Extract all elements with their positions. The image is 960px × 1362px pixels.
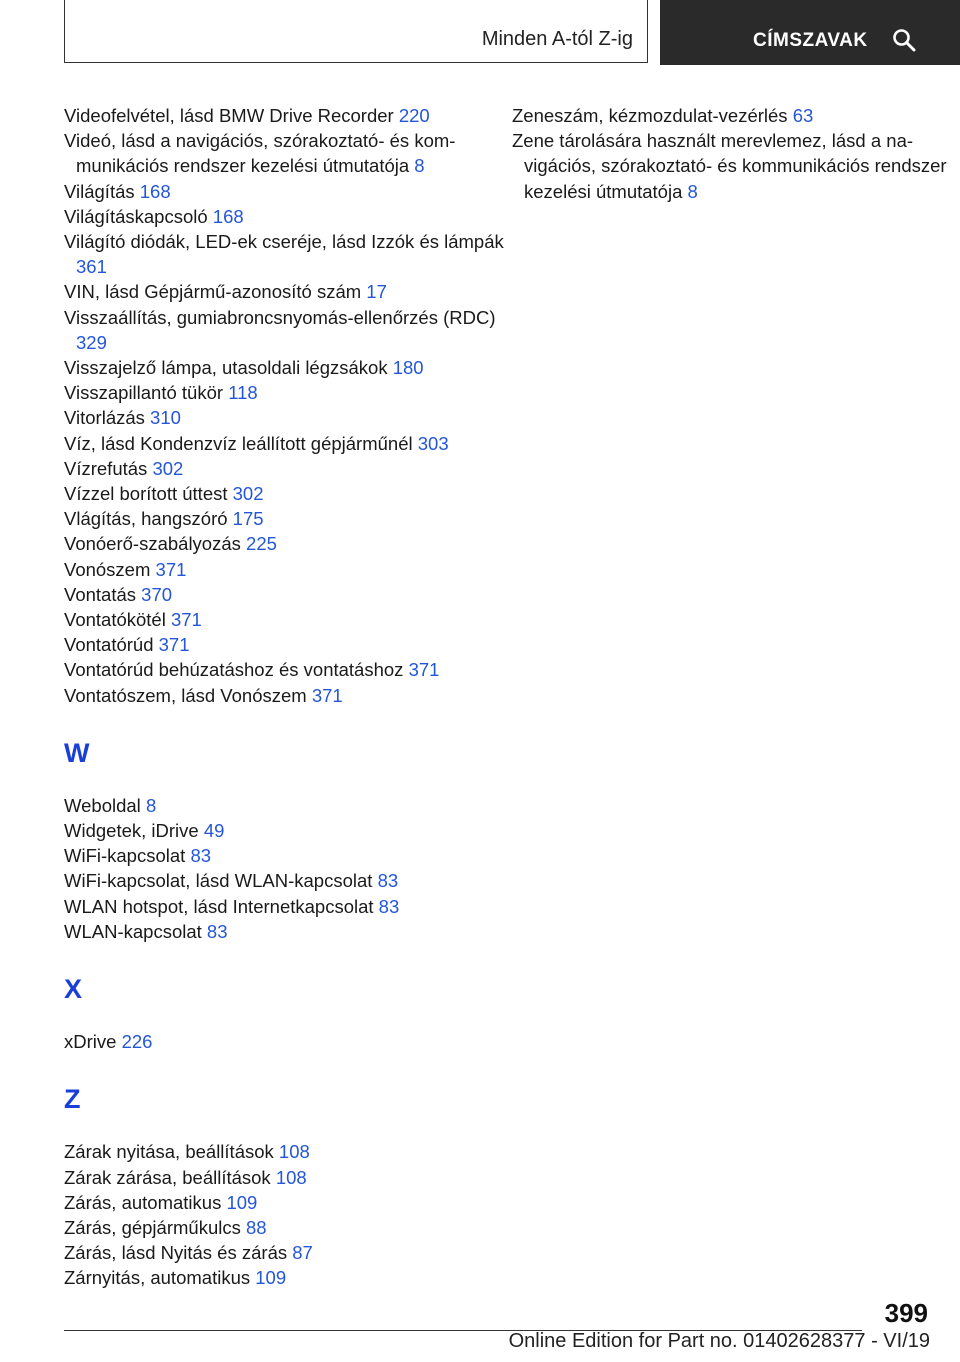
index-entry-text: Zárak zárása, beállítások [64,1166,271,1188]
page-reference-link[interactable]: 8 [414,155,425,177]
index-entry-text: Visszapillantó tükör [64,382,224,404]
index-entry [64,405,504,430]
index-entry-text: Zárás, gépjárműkulcs [64,1216,241,1238]
index-entry [64,1139,504,1164]
page-reference-link[interactable]: 168 [212,205,244,227]
page-reference-link[interactable]: 302 [152,457,184,479]
index-entry [64,1215,504,1240]
page-reference-link[interactable]: 168 [139,180,171,202]
index-entry [64,793,504,818]
page-reference-link[interactable]: 83 [190,845,212,867]
index-entry [64,179,504,204]
page-reference-link[interactable]: 303 [417,432,449,454]
index-entry-text: xDrive [64,1031,117,1053]
index-entry [64,531,504,556]
page-reference-link[interactable]: 17 [366,281,387,303]
page-reference-link[interactable]: 109 [255,1267,287,1289]
index-entry [64,481,504,506]
index-letter-heading: Z [64,1084,81,1115]
index-entry-text: Világításkapcsoló [64,205,208,227]
index-entry-text: WLAN-kapcsolat [64,920,202,942]
page-reference-link[interactable]: 371 [155,558,187,580]
index-entry [64,355,504,380]
search-icon[interactable] [892,28,916,54]
index-entry-text: Zeneszám, kézmozdulat-vezérlés [512,105,788,126]
page-reference-link[interactable]: 8 [687,180,698,202]
footer-edition: Online Edition for Part no. 01402628377 - VI/19 [508,1330,930,1352]
page-reference-link[interactable]: 220 [398,105,430,126]
page-reference-link[interactable]: 175 [232,508,264,530]
index-entry-text: Víz, lásd Kondenzvíz leállított gépjárműnél [64,432,413,454]
index-entry-text: Vontatórúd [64,634,154,656]
page-reference-link[interactable]: 118 [228,382,258,404]
index-entry-text: VIN, lásd Gépjármű-azonosító szám [64,281,362,303]
index-entry [64,128,504,178]
page-reference-link[interactable]: 329 [76,331,107,353]
index-entry-text: Zárnyitás, automatikus [64,1267,251,1289]
index-column-left [64,103,504,1291]
index-entry-text: Vonóerő-szabályozás [64,533,241,555]
index-entry-text: Zárak nyitása, beállítások [64,1141,274,1163]
index-entry [64,380,504,405]
page-reference-link[interactable]: 302 [232,483,264,505]
page-reference-link[interactable]: 226 [121,1031,153,1053]
page-reference-link[interactable]: 225 [246,533,277,555]
index-entry [64,607,504,632]
index-entry [64,1190,504,1215]
page-reference-link[interactable]: 371 [311,684,343,706]
page-reference-link[interactable]: 49 [203,820,225,842]
index-entry-text: Vontatás [64,583,137,605]
index-entry-text: Videó, lásd a navigációs, szórakoztató- és kom‐munikációs rendszer kezelési útmutatója [64,130,456,177]
index-entry-text: Vlágítás, hangszóró [64,508,228,530]
index-entry-text: Vízzel borított úttest [64,483,228,505]
index-entry [64,431,504,456]
header-bar [64,0,960,65]
tab-a-to-z[interactable] [64,0,648,63]
index-entry [64,456,504,481]
index-entry [64,1265,504,1290]
index-entry-text: Vízrefutás [64,457,148,479]
page-reference-link[interactable]: 108 [278,1141,310,1163]
index-entry-text: Visszajelző lámpa, utasoldali légzsákok [64,357,388,379]
index-entry [64,506,504,531]
index-entry-text: WiFi-kapcsolat, lásd WLAN-kapcsolat [64,870,373,892]
index-entry-text: WiFi-kapcsolat [64,845,186,867]
page-reference-link[interactable]: 371 [170,609,202,631]
index-entry [64,557,504,582]
index-entry [64,894,504,919]
page-reference-link[interactable]: 361 [76,256,107,278]
index-entry-text: Vontatószem, lásd Vonószem [64,684,307,706]
page-reference-link[interactable]: 370 [141,583,173,605]
page-reference-link[interactable]: 109 [226,1191,258,1213]
index-entry-text: Vitorlázás [64,407,145,429]
index-entry [512,103,952,128]
index-entry [64,229,504,279]
index-entry-text: Vontatórúd behúzatáshoz és vontatáshoz [64,659,404,681]
index-letter-heading: X [64,974,83,1005]
index-entry-text: Videofelvétel, lásd BMW Drive Recorder [64,105,394,126]
index-entry [64,919,504,944]
index-entry [64,1240,504,1265]
index-entry [64,657,504,682]
tab-a-to-z-label: Minden A-tól Z-ig [481,28,633,50]
index-entry [64,279,504,304]
index-entry [64,1029,504,1054]
index-entry-text: Weboldal [64,794,141,816]
page-reference-link[interactable]: 87 [292,1242,313,1264]
page-reference-link[interactable]: 371 [158,634,190,656]
index-entry [64,305,504,355]
index-entry [64,683,504,708]
index-entry [64,632,504,657]
page-reference-link[interactable]: 8 [145,794,157,816]
index-entry [512,128,952,204]
index-entry-text: WLAN hotspot, lásd Internetkapcsolat [64,895,374,917]
index-entry-text: Vontatókötél [64,609,166,631]
page-reference-link[interactable]: 180 [392,357,424,379]
index-letter-heading: W [64,737,90,768]
page-reference-link[interactable]: 88 [245,1216,267,1238]
index-column-right [512,103,952,204]
index-entry [64,818,504,843]
page-reference-link[interactable]: 63 [792,105,814,126]
index-entry-text: Vonószem [64,558,151,580]
page-reference-link[interactable]: 83 [377,870,399,892]
index-entry [64,843,504,868]
index-entry [64,1165,504,1190]
page-reference-link[interactable]: 108 [275,1166,307,1188]
index-entry [64,103,504,128]
page-reference-link[interactable]: 83 [206,920,228,942]
index-entry-text: Világítás [64,180,135,202]
index-entry-text: Visszaállítás, gumiabroncsnyomás-ellenőrzés (RDC) [64,306,496,328]
index-entry-text: Zene tárolására használt merevlemez, lásd a na‐vigációs, szórakoztató- és kommunikációs rendszer kezelési útmutatója [512,130,947,202]
tab-keywords[interactable] [660,0,960,65]
page-number: 399 [884,1298,928,1328]
index-entry [64,868,504,893]
page-reference-link[interactable]: 371 [408,659,440,681]
page-reference-link[interactable]: 83 [378,895,400,917]
index-entry-text: Zárás, automatikus [64,1191,222,1213]
page-reference-link[interactable]: 310 [150,407,181,429]
index-entry [64,582,504,607]
index-entry [64,204,504,229]
index-entry-text: Zárás, lásd Nyitás és zárás [64,1242,288,1264]
index-entry-text: Világító diódák, LED-ek cseréje, lásd Izzók és lámpák [64,231,504,253]
index-entry-text: Widgetek, iDrive [64,820,199,842]
tab-keywords-label: CÍMSZAVAK [753,30,868,51]
